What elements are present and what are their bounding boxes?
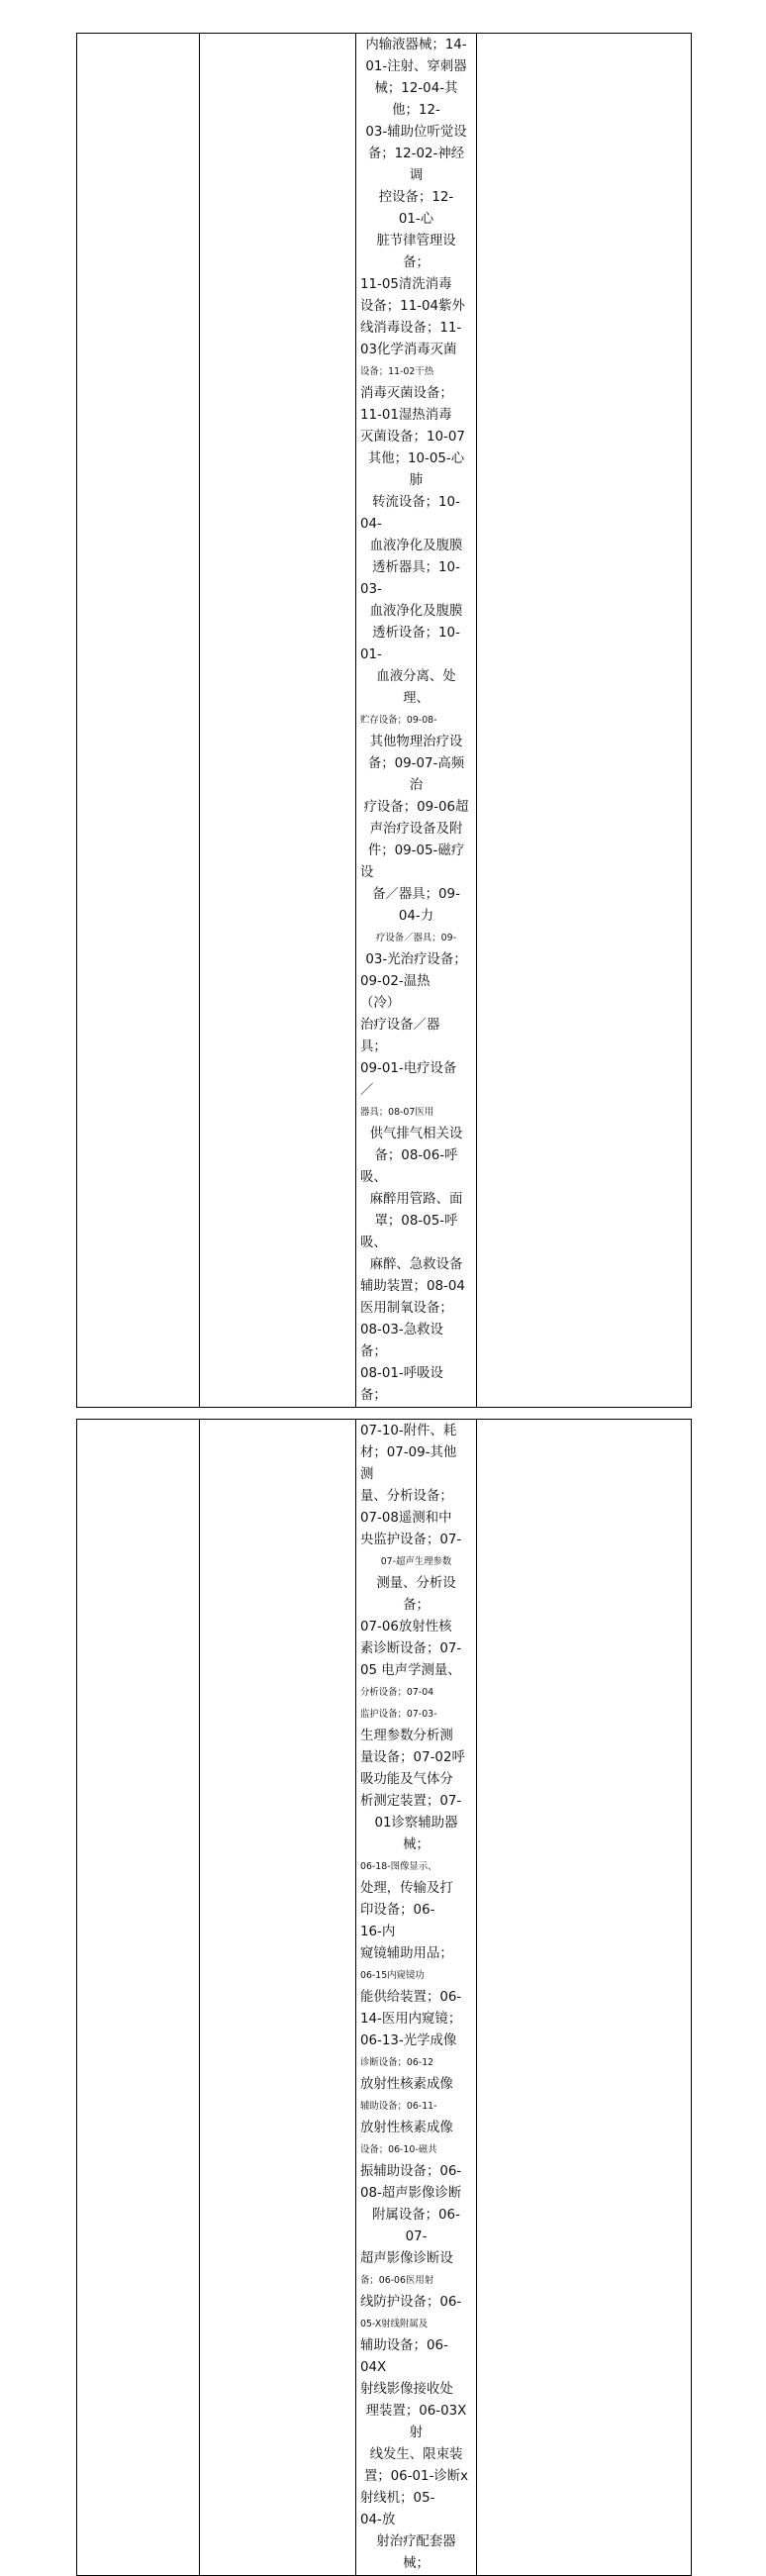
text-line: 备； [403,255,430,270]
text-line: 线防护设备；06- [360,2295,462,2310]
text-line: 备；08-06-呼 [374,1148,458,1163]
text-line: 01-注射、穿刺器 [365,59,467,74]
text-line: 器具；08-07医用 [360,1107,434,1118]
text-line: 射线机；05- [360,2491,435,2506]
text-line: 印设备；06- [360,1903,435,1918]
text-line: 05 电声学测量、 [360,1663,461,1678]
text-line: 罩；08-05-呼 [374,1214,458,1229]
scope-text [356,34,476,1407]
text-line: 窥镜辅助用品； [360,1946,453,1961]
text-line: 量、分析设备； [360,1489,453,1504]
text-line: 械； [403,2556,430,2571]
text-line: 血液净化及腹膜 [369,604,463,619]
text-line: 01- [360,647,382,662]
text-line: 03-光治疗设备； [365,952,467,967]
table-cell-scope [356,1420,477,2576]
text-line: 备；09-07-高频 [367,756,465,771]
text-line: 01诊察辅助器 [374,1816,458,1831]
text-line: 设 [360,865,374,880]
text-line: 超声影像诊断设 [360,2251,453,2266]
text-line: 疗设备／器具；09- [376,933,456,943]
text-line: 置；06-01-诊断x [363,2469,469,2484]
text-line: 血液净化及腹膜 [369,539,463,553]
text-line: 设备；11-04紫外 [360,299,465,314]
text-line: 放射性核素成像 [360,2077,453,2092]
text-line: 量设备；07-02呼 [360,1750,465,1765]
text-line: 理、 [403,691,430,706]
document-table-1 [76,33,692,1408]
text-line: 血液分离、处 [376,669,456,684]
text-line: 备； [360,1344,387,1359]
text-line: 处理，传输及打 [360,1881,453,1896]
text-line: 备； [360,1388,387,1403]
text-line: 备；12-02-神经 [367,147,465,161]
text-line: 分析设备；07-04 [360,1687,434,1698]
text-line: 07-10-附件、耗 [360,1424,457,1438]
text-line: 脏节律管理设 [376,234,456,248]
text-line: 06-13-光学成像 [360,2033,457,2048]
text-line: 内输液器械；14- [365,38,467,52]
text-line: 04-力 [398,909,434,924]
table-cell-col2 [200,1420,356,2576]
text-line: 设备；06-10-磁共 [360,2144,437,2155]
table-cell-col2 [200,34,356,1408]
text-line: 贮存设备；09-08- [360,715,437,726]
text-line: 治疗设备／器 [360,1018,440,1033]
text-line: 线消毒设备；11- [360,321,462,336]
text-line: 医用制氧设备； [360,1301,453,1316]
text-line: 吸功能及气体分 [360,1772,453,1787]
text-line: 麻醉、急救设备 [369,1257,463,1272]
text-line: 械； [403,1837,430,1852]
table-cell-col4 [477,34,692,1408]
text-line: 07- [405,2229,428,2244]
text-line: 辅助装置；08-04 [360,1279,465,1294]
text-line: 具； [360,1040,387,1054]
text-line: 射线影像接收处 [360,2382,453,2397]
text-line: 09-01-电疗设备 [360,1061,457,1076]
text-line: 灭菌设备；10-07 [360,430,465,445]
text-line: 吸、 [360,1170,387,1185]
text-line: 06-18-图像显示、 [360,1861,437,1872]
text-line: 监护设备；07-03- [360,1709,437,1720]
text-line: 06-15内窥镜功 [360,1970,425,1981]
text-line: 材；07-09-其他 [360,1445,457,1460]
text-line: 麻醉用管路、面 [369,1192,463,1207]
text-line: 射 [409,2426,424,2440]
text-line: 辅助设备；06- [360,2338,448,2353]
text-line: 透析器具；10- [372,560,460,575]
table-cell-col1 [77,34,200,1408]
text-line: 疗设备；09-06超 [363,800,469,815]
text-line: 生理参数分析测 [360,1729,453,1743]
text-line: 备；06-06医用射 [360,2275,434,2286]
text-line: 调 [409,168,424,183]
text-line: 07-08遥测和中 [360,1511,452,1526]
text-line: 04X [360,2360,387,2375]
text-line: 件；09-05-磁疗 [367,843,465,858]
text-line: ／ [360,1083,374,1098]
text-line: 16-内 [360,1925,396,1939]
text-line: 透析设备；10- [372,626,460,641]
text-line: 其他物理治疗设 [369,735,463,749]
table-row [77,1420,692,2576]
text-line: 设备；11-02干热 [360,366,434,377]
text-line: 消毒灭菌设备； [360,386,453,401]
text-line: 治 [409,778,424,793]
text-line: 供气排气相关设 [369,1127,463,1141]
text-line: 05-X射线附属及 [360,2319,429,2329]
text-line: 14-医用内窥镜； [360,2012,462,2027]
text-line: 素诊断设备；07- [360,1641,462,1656]
text-line: 央监护设备；07- [360,1533,462,1547]
text-line: 03-辅助位听觉设 [365,125,467,140]
text-line: 08-01-呼吸设 [360,1366,443,1381]
document-table-2 [76,1419,692,2576]
table-cell-scope [356,34,477,1408]
text-line: 能供给装置；06- [360,1990,462,2005]
scope-text [356,1420,476,2575]
text-line: 放射性核素成像 [360,2121,453,2135]
text-line: 09-02-温热 [360,974,431,989]
text-line: 备／器具；09- [372,887,460,902]
text-line: 理装置；06-03X [365,2404,467,2419]
text-line: 振辅助设备；06- [360,2164,462,2179]
text-line: 声治疗设备及附 [369,822,463,837]
text-line: 射治疗配套器 [376,2534,456,2549]
text-line: 械；12-04-其 [374,81,458,96]
text-line: 控设备；12- [378,190,454,205]
text-line: 03- [360,582,382,597]
text-line: 转流设备；10- [372,495,460,510]
text-line: 07-06放射性核 [360,1620,452,1635]
table-row [77,34,692,1408]
text-line: 03化学消毒灭菌 [360,343,457,357]
table-cell-col4 [477,1420,692,2576]
text-line: 测量、分析设 [376,1576,456,1591]
text-line: 他；12- [392,103,440,118]
text-line: 线发生、限束装 [369,2447,463,2462]
text-line: 测 [360,1467,374,1482]
text-line: 附属设备；06- [372,2208,460,2223]
table-cell-col1 [77,1420,200,2576]
text-line: 01-心 [398,212,434,227]
text-line: 析测定装置；07- [360,1794,462,1809]
text-line: 07-超声生理参数 [380,1556,452,1567]
text-line: 11-05清洗消毒 [360,277,452,292]
text-line: 08-超声影像诊断 [360,2186,462,2201]
text-line: 其他；10-05-心 [367,451,465,466]
text-line: 04-放 [360,2513,396,2527]
text-line: 诊断设备；06-12 [360,2057,434,2068]
text-line: （冷） [360,996,401,1011]
text-line: 吸、 [360,1236,387,1250]
text-line: 辅助设备；06-11- [360,2101,437,2112]
text-line: 08-03-急救设 [360,1323,443,1338]
text-line: 04- [360,517,382,532]
text-line: 备； [403,1598,430,1613]
text-line: 肺 [409,473,424,488]
text-line: 11-01湿热消毒 [360,408,452,423]
